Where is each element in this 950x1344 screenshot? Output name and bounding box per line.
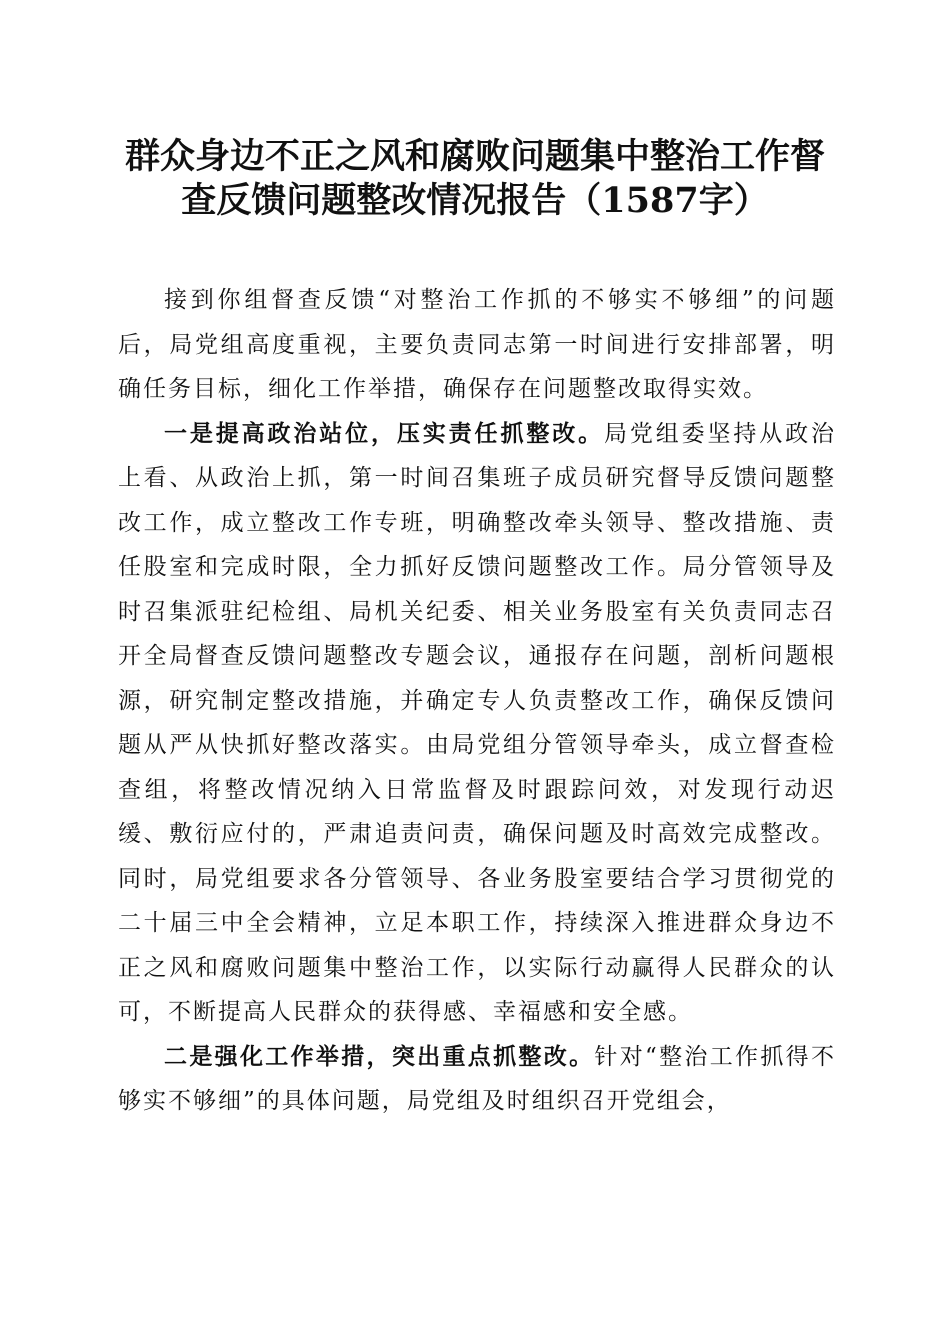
title-line-2: 查反馈问题整改情况报告（1587字） bbox=[181, 180, 769, 221]
section-2-text: 针对“整治工作抓得不够实不够细”的具体问题，局党组及时组织召开党组会， bbox=[118, 1043, 836, 1114]
document-title bbox=[95, 135, 855, 223]
intro-paragraph: 接到你组督查反馈“对整治工作抓的不够实不够细”的问题后，局党组高度重视，主要负责同志第一时间进行安排部署，明确任务目标，细化工作举措，确保存在问题整改取得实效。 bbox=[118, 287, 836, 402]
section-1-text: 局党组委坚持从政治上看、从政治上抓，第一时间召集班子成员研究督导反馈问题整改工作，成立整改工作专班，明确整改牵头领导、整改措施、责任股室和完成时限，全力抓好反馈问题整改工作。局分管领导及时召集派驻纪检组、局机关纪委、相关业务股室有关负责同志召开全局督查反馈问题整改专题会议，通报存在问题，剖析问题根源，研究制定整改措施，并确定专人负责整改工作，确保反馈问题从严从快抓好整改落实。由局党组分管领导牵头，成立督查检查组，将整改情况纳入日常监督及时跟踪问效，对发现行动迟缓、敷衍应付的，严肃追责问责，确保问题及时高效完成整改。同时，局党组要求各分管领导、各业务股室要结合学习贯彻党的二十届三中全会精神，立足本职工作，持续深入推进群众身边不正之风和腐败问题集中整治工作，以实际行动赢得人民群众的认可，不断提高人民群众的获得感、幸福感和安全感。 bbox=[118, 420, 837, 1025]
section-1-heading: 一是提高政治站位，压实责任抓整改。 bbox=[164, 419, 604, 447]
section-2-heading: 二是强化工作举措，突出重点抓整改。 bbox=[164, 1042, 595, 1070]
title-line-1: 群众身边不正之风和腐败问题集中整治工作督 bbox=[124, 136, 825, 177]
section-1-paragraph bbox=[118, 412, 836, 1035]
document-body bbox=[118, 278, 836, 1124]
section-2-paragraph bbox=[118, 1035, 836, 1124]
